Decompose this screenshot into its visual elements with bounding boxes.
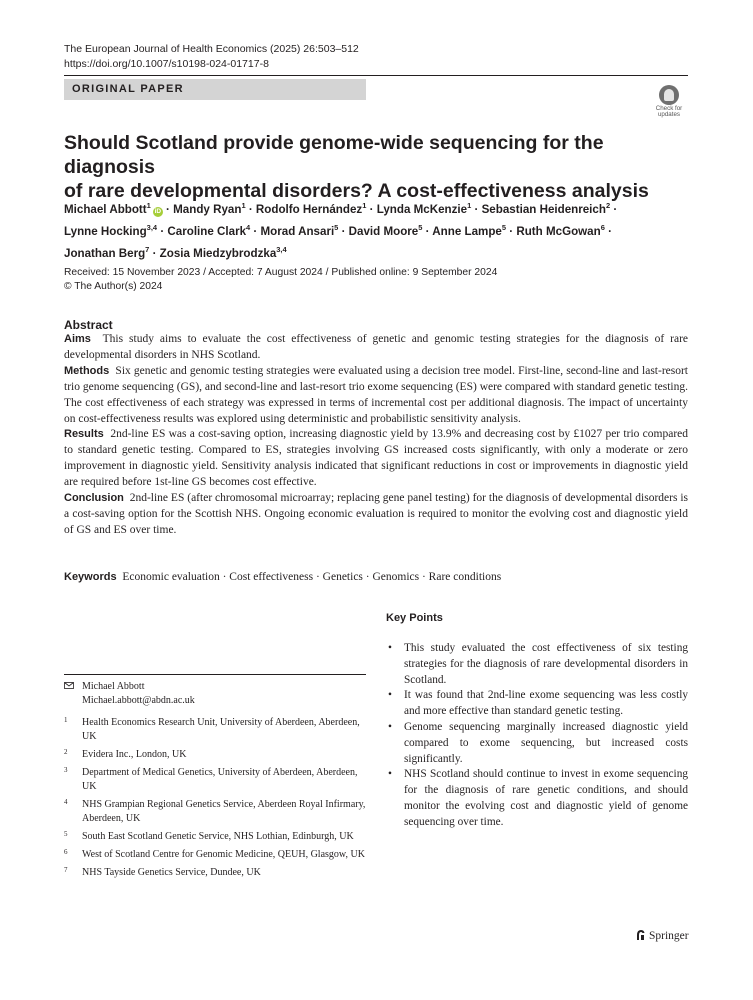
affiliation-item: 6 West of Scotland Centre for Genomic Medicine, QEUH, Glasgow, UK — [64, 848, 365, 860]
corresponding-author-email[interactable]: Michael.abbott@abdn.ac.uk — [82, 694, 195, 706]
journal-header — [64, 42, 359, 72]
affiliation-item: 5 South East Scotland Genetic Service, NHS Lothian, Edinburgh, UK — [64, 830, 354, 842]
affiliation-item: 3 Department of Medical Genetics, University of Aberdeen, Aberdeen, UK — [64, 766, 358, 792]
author[interactable]: Zosia Miedzybrodzka$^{3,4}$ — [159, 244, 287, 260]
key-points-heading: Key Points — [386, 612, 443, 624]
keywords-label: Keywords — [64, 571, 117, 583]
author[interactable]: Lynne Hocking$^{3,4}$ — [64, 222, 158, 238]
article-title: Should Scotland provide genome-wide sequencing for the diagnosis of rare developmental disorders? A cost-effectiveness analysis — [64, 132, 649, 202]
affiliation-item: 2 Evidera Inc., London, UK — [64, 748, 187, 760]
orcid-icon[interactable]: iD — [154, 207, 162, 215]
author[interactable]: Ruth McGowan$^6$ — [516, 222, 605, 238]
bullet-icon: • — [388, 720, 392, 733]
header-divider — [64, 75, 688, 76]
abstract-heading: Abstract — [64, 318, 113, 332]
author[interactable]: Jonathan Berg$^7$ — [64, 244, 150, 260]
publication-dates — [64, 266, 497, 294]
affiliation-item: 4 NHS Grampian Regional Genetics Service, Aberdeen Royal Infirmary, Aberdeen, UK — [64, 798, 366, 824]
copyright-line: © The Author(s) 2024 — [64, 281, 163, 292]
bullet-icon: • — [388, 642, 392, 654]
author[interactable]: Rodolfo Hernández$^1$ — [255, 201, 367, 216]
abstract-results: Results 2nd-line ES was a cost-saving option, increasing diagnostic yield by 13.9% and decreasing cost by £1027 per trio compared to standard genetic testing. Compared to ES, strategies involving GS increased costs significantly, with only a moderate or zero improvement in diagnostic yield. Sensitivity analysis indicated that significant reductions in cost or improvements in diagnostic yield are required before 1st-line GS becomes cost effective. — [64, 428, 689, 489]
dates-line: Received: 15 November 2023 / Accepted: 7 August 2024 / Published online: 9 September 2024 — [64, 267, 498, 278]
abstract-methods: Methods Six genetic and genomic testing strategies were evaluated using a decision tree model. First-line, second-line and last-resort trio genome sequencing (GS), and second-line and last-resort trio exome sequencing (ES) were compared with standard genetic testing. The cost effectiveness of each strategy was expressed in terms of incremental cost per additional diagnosis. The impact of uncertainty on cost-effectiveness results was explored using deterministic and probabilistic sensitivity analysis. — [64, 364, 688, 425]
doi-link[interactable]: https://doi.org/10.1007/s10198-024-01717-8 — [64, 58, 269, 70]
corresponding-author-name: Michael Abbott — [82, 681, 145, 692]
author[interactable]: Mandy Ryan$^1$ — [173, 201, 246, 216]
bullet-icon: • — [388, 689, 392, 702]
abstract-aims: Aims This study aims to evaluate the cost effectiveness of genetic and genomic testing strategies for the diagnosis of rare developmental disorders in NHS Scotland. — [64, 333, 689, 361]
crossmark-bookmark-icon — [664, 89, 674, 101]
publisher-name: Springer — [649, 930, 689, 942]
key-point-item: • This study evaluated the cost effectiveness of six testing strategies for the diagnosis of rare developmental disorders in Scotland. — [388, 642, 688, 686]
key-point-item: • It was found that 2nd-line exome sequencing was less costly and more effective than standard genetic testing. — [388, 689, 688, 718]
author[interactable]: Caroline Clark$^4$ — [167, 222, 251, 238]
abstract-conclusion: Conclusion 2nd-line ES (after chromosomal microarray; replacing gene panel testing) for the diagnosis of developmental disorders is a cost-saving option for the Scottish NHS. Ongoing economic evaluation is required to monitor the evolving cost and diagnostic yield of GS and ES over time. — [64, 492, 688, 536]
bullet-icon: • — [388, 768, 392, 781]
correspondence — [64, 680, 366, 707]
key-points-list — [386, 641, 688, 831]
publisher-logo — [635, 929, 689, 942]
keywords-text: Economic evaluation · Cost effectiveness · Genetics · Genomics · Rare conditions — [122, 571, 502, 583]
affiliation-item: 7 NHS Tayside Genetics Service, Dundee, UK — [64, 866, 261, 878]
author[interactable]: Morad Ansari$^5$ — [260, 222, 339, 238]
key-point-item: • NHS Scotland should continue to invest in exome sequencing for the diagnosis of rare genetic conditions, and should monitor the evolving cost and diagnostic yield of genome sequencing over time. — [388, 768, 688, 828]
author[interactable]: Sebastian Heidenreich$^2$ — [481, 201, 611, 216]
springer-horse-icon — [635, 929, 646, 941]
key-point-item: • Genome sequencing marginally increased diagnostic yield compared to exome sequencing, but increased costs significantly. — [388, 720, 688, 765]
author[interactable]: David Moore$^5$ — [348, 222, 423, 238]
abstract-body — [64, 332, 688, 539]
affiliation-item: 1 Health Economics Research Unit, University of Aberdeen, Aberdeen, UK — [64, 716, 360, 742]
affiliations — [64, 716, 366, 884]
envelope-icon — [64, 682, 74, 689]
author[interactable]: Lynda McKenzie$^1$ — [376, 201, 472, 216]
check-updates-text: Check for updates — [655, 105, 683, 119]
author[interactable]: Anne Lampe$^5$ — [432, 222, 507, 238]
check-for-updates-badge[interactable] — [650, 84, 688, 122]
journal-citation: The European Journal of Health Economics (2025) 26:503–512 — [64, 43, 359, 55]
author-list: Michael Abbott$^1$iD · Mandy Ryan$^1$ · Rodolfo Hernández$^1$ · Lynda McKenzie$^1$ · Sebastian Heidenreich$^2$ · Lynne Hocking$^{3,4}$ · Caroline Clark$^4$ · Morad Ansari$^5$ · David Moore$^5$ · Anne Lampe$^5$ · Ruth McGowan$^6$ · Jonathan Berg$^7$ · Zosia Miedzybrodzka$^{3,4}$ — [64, 201, 618, 260]
section-label: ORIGINAL PAPER — [72, 83, 184, 95]
footnote-divider — [64, 674, 366, 675]
author[interactable]: Michael Abbott$^1$ — [64, 201, 151, 216]
keywords — [64, 570, 688, 585]
